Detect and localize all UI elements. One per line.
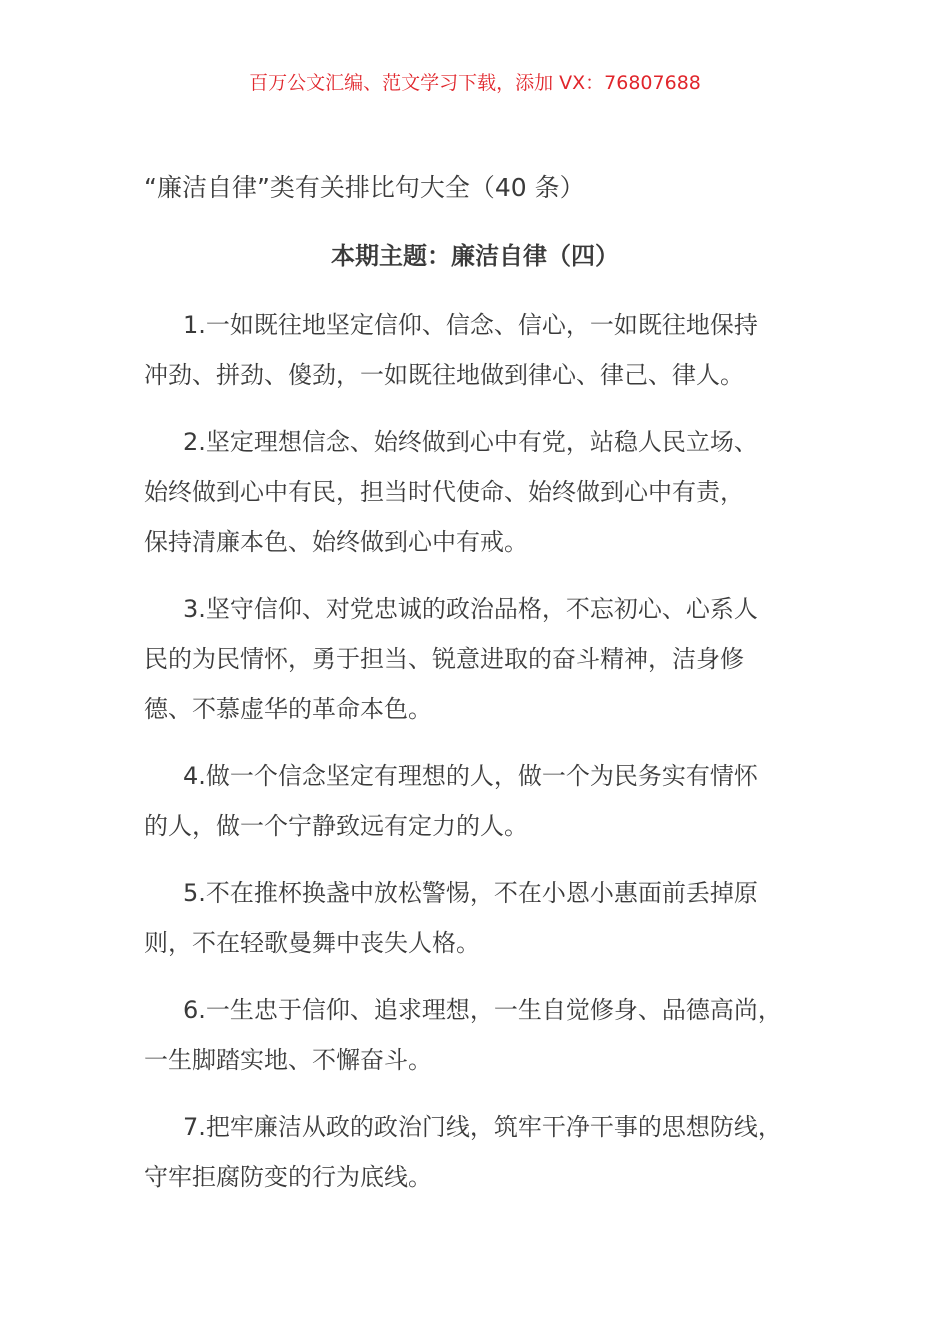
paragraph-line: 1.一如既往地坚定信仰、信念、信心，一如既往地保持 <box>183 311 758 339</box>
paragraph-line: 6.一生忠于信仰、追求理想，一生自觉修身、品德高尚， <box>183 996 782 1024</box>
document-subtitle: 本期主题：廉洁自律（四） <box>331 242 619 270</box>
paragraph-2 <box>144 417 844 567</box>
paragraph-line: 一生脚踏实地、不懈奋斗。 <box>144 1046 432 1074</box>
document-title: “廉洁自律”类有关排比句大全（40 条） <box>144 173 585 202</box>
paragraph-line: 2.坚定理想信念、始终做到心中有党，站稳人民立场、 <box>183 428 758 456</box>
paragraph-line: 的人，做一个宁静致远有定力的人。 <box>144 812 528 840</box>
document-body <box>144 300 844 1219</box>
paragraph-1 <box>144 300 844 400</box>
paragraph-line: 守牢拒腐防变的行为底线。 <box>144 1163 432 1191</box>
paragraph-line: 保持清廉本色、始终做到心中有戒。 <box>144 528 528 556</box>
paragraph-line: 3.坚守信仰、对党忠诚的政治品格，不忘初心、心系人 <box>183 595 758 623</box>
paragraph-line: 4.做一个信念坚定有理想的人，做一个为民务实有情怀 <box>183 762 758 790</box>
paragraph-line: 德、不慕虚华的革命本色。 <box>144 695 432 723</box>
paragraph-line: 冲劲、拼劲、傻劲，一如既往地做到律心、律己、律人。 <box>144 361 744 389</box>
paragraph-6 <box>144 985 844 1085</box>
paragraph-3 <box>144 584 844 734</box>
paragraph-line: 7.把牢廉洁从政的政治门线，筑牢干净干事的思想防线， <box>183 1113 782 1141</box>
paragraph-line: 则，不在轻歌曼舞中丧失人格。 <box>144 929 480 957</box>
paragraph-line: 民的为民情怀，勇于担当、锐意进取的奋斗精神，洁身修 <box>144 645 744 673</box>
download-banner: 百万公文汇编、范文学习下载，添加 VX：76807688 <box>249 72 701 94</box>
paragraph-7 <box>144 1102 844 1202</box>
paragraph-line: 始终做到心中有民，担当时代使命、始终做到心中有责， <box>144 478 744 506</box>
paragraph-5 <box>144 868 844 968</box>
paragraph-line: 5.不在推杯换盏中放松警惕，不在小恩小惠面前丢掉原 <box>183 879 758 907</box>
paragraph-4 <box>144 751 844 851</box>
